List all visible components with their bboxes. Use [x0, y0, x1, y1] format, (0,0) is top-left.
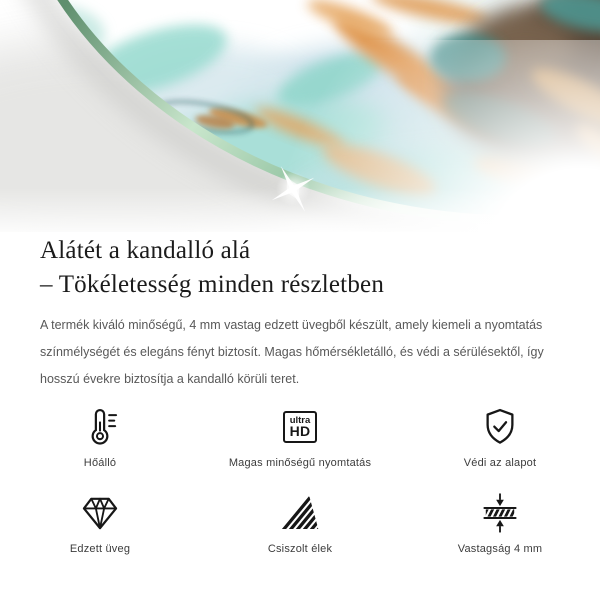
feature-protects-base [400, 405, 600, 469]
features-grid [0, 405, 600, 555]
page-title [40, 234, 600, 302]
feature-heat-resistant [0, 405, 200, 469]
feature-label: Edzett üveg [69, 543, 131, 555]
feature-label: Vastagság 4 mm [457, 543, 543, 555]
glass-hearth-pad-image [0, 0, 600, 232]
beveled-edges-icon [278, 491, 322, 535]
feature-tempered-glass [0, 491, 200, 555]
feature-hd-print [200, 405, 400, 469]
product-info-section [0, 234, 600, 555]
feature-label: Védi az alapot [463, 457, 537, 469]
title-line-1: Alátét a kandalló alá [40, 237, 251, 264]
diamond-icon [78, 491, 122, 535]
ultra-hd-icon-text-bottom: HD [289, 423, 311, 439]
thickness-arrows-icon [478, 491, 522, 535]
product-description: A termék kiváló minőségű, 4 mm vastag edzett üvegből készült, amely kiemeli a nyomtatás színmélységét és elegáns fényt biztosít. Magas hőmérsékletálló, és védi a sérülésektől, így hosszú évekre biztosítja a kandalló körüli teret. [40, 318, 544, 386]
title-line-2: – Tökéletesség minden részletben [40, 271, 385, 298]
thermometer-icon [78, 405, 122, 449]
feature-thickness [400, 491, 600, 555]
product-photo [0, 0, 600, 232]
feature-label: Hőálló [83, 457, 117, 469]
feature-polished-edges [200, 491, 400, 555]
shield-check-icon [478, 405, 522, 449]
feature-label: Csiszolt élek [267, 543, 333, 555]
ultra-hd-icon [283, 405, 317, 449]
feature-label: Magas minőségű nyomtatás [228, 457, 372, 469]
ultra-hd-icon-text-top: ultra [289, 415, 311, 426]
